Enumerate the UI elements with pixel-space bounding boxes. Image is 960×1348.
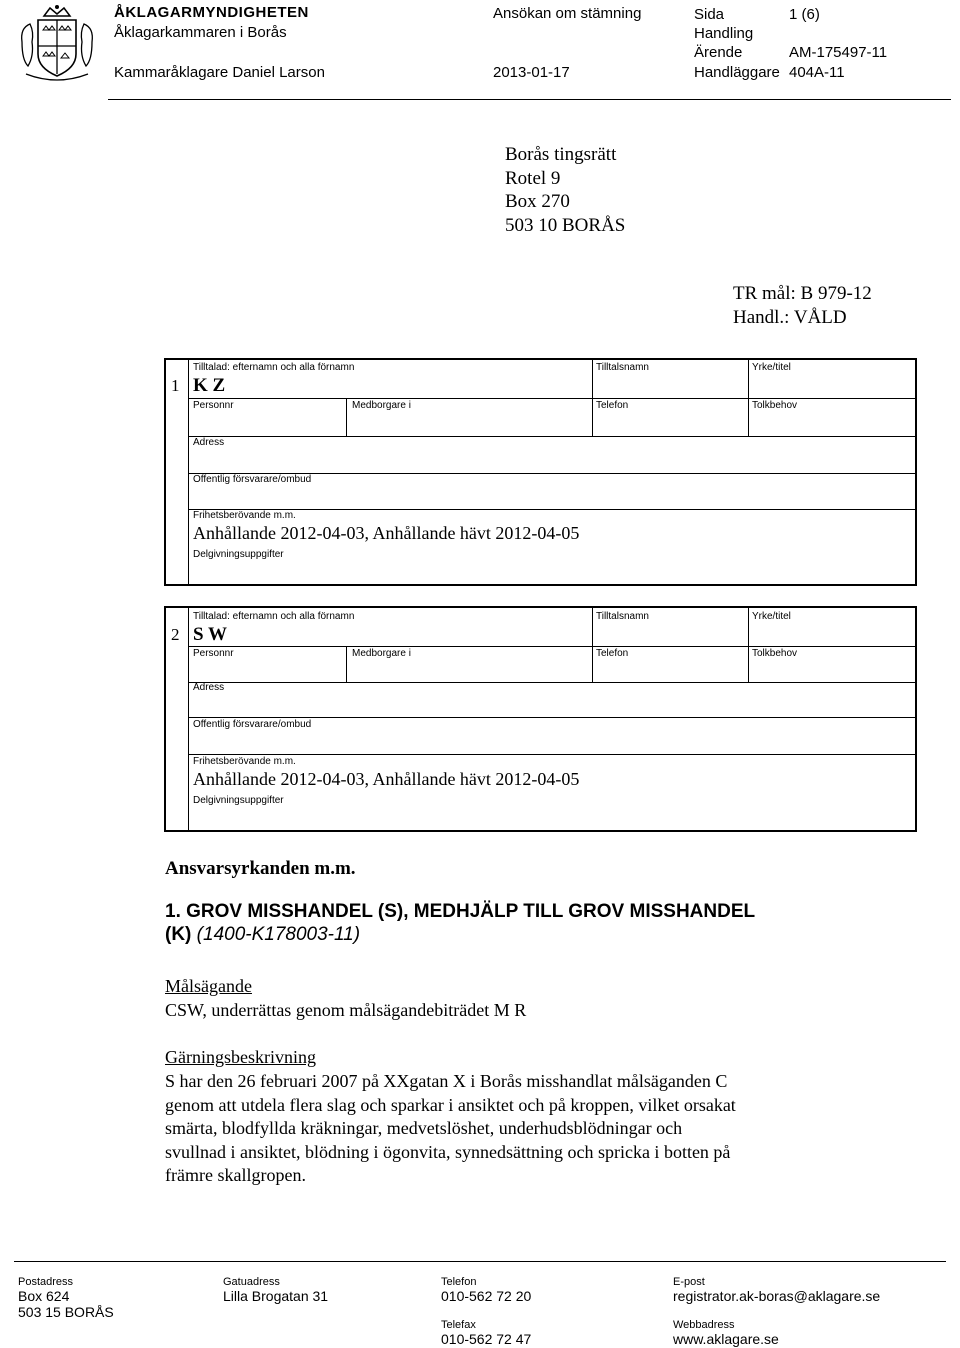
handlaggare-value: 404A-11 (789, 64, 845, 81)
label-tolkbehov: Tolkbehov (752, 648, 798, 659)
telefax-label: Telefax (441, 1319, 476, 1331)
malsagande-label: Målsägande (165, 976, 252, 996)
charge-title-line1: 1. GROV MISSHANDEL (S), MEDHJÄLP TILL GROV MISSHANDEL (165, 901, 756, 922)
label-adress: Adress (193, 682, 225, 693)
label-name: Tilltalad: efternamn och alla förnamn (193, 362, 355, 373)
garning-line: smärta, blodfyllda kräkningar, medvetslöshet, underhudsblödningar och (165, 1118, 683, 1138)
postadress-line1: Box 624 (18, 1288, 70, 1304)
label-medborgare: Medborgare i (352, 400, 411, 411)
coat-of-arms-logo (16, 2, 98, 86)
arende-value: AM-175497-11 (789, 44, 888, 61)
garning-line: genom att utdela flera slag och sparkar i ansiktet och på kroppen, vilket orsakat (165, 1094, 736, 1115)
charge-title (165, 900, 755, 946)
webbadress-label: Webbadress (673, 1319, 735, 1331)
label-delgivning: Delgivningsuppgifter (193, 549, 284, 560)
label-forsvarare: Offentlig försvarare/ombud (193, 474, 312, 485)
charges-heading: Ansvarsyrkanden m.m. (165, 858, 356, 879)
page-value: 1 (6) (789, 6, 820, 23)
frihetsberovande-value: Anhållande 2012-04-03, Anhållande hävt 2012-04-05 (193, 769, 580, 789)
label-telefon: Telefon (596, 400, 629, 411)
defendant-name: K Z (193, 375, 226, 396)
gatuadress-label: Gatuadress (223, 1276, 280, 1288)
defendant-number: 1 (171, 376, 180, 395)
label-personnr: Personnr (193, 400, 234, 411)
recipient-address (505, 143, 625, 237)
prosecutor-name: Kammaråklagare Daniel Larson (114, 64, 325, 81)
garning-line: svullnad i ansiktet, blödning i ögonvita, synnedsättning och spricka i botten på (165, 1141, 731, 1162)
office-name: Åklagarkammaren i Borås (114, 24, 287, 41)
label-personnr: Personnr (193, 648, 234, 659)
handling-label: Handling (694, 25, 754, 42)
label-tilltalsnamn: Tilltalsnamn (596, 611, 649, 622)
arende-label: Ärende (694, 44, 743, 61)
document-date: 2013-01-17 (493, 64, 570, 81)
label-tilltalsnamn: Tilltalsnamn (596, 362, 649, 373)
agency-name: ÅKLAGARMYNDIGHETEN (114, 4, 309, 21)
label-yrke: Yrke/titel (752, 362, 791, 373)
charge-reference: (1400-K178003-11) (196, 924, 361, 945)
document-title: Ansökan om stämning (493, 5, 642, 22)
page-label: Sida (694, 6, 725, 23)
garning-label: Gärningsbeskrivning (165, 1047, 316, 1067)
gatuadress-value: Lilla Brogatan 31 (223, 1288, 329, 1304)
recipient-line1: Borås tingsrätt (505, 144, 617, 165)
telefon-label: Telefon (441, 1276, 477, 1288)
label-medborgare: Medborgare i (352, 648, 411, 659)
header-rule (108, 99, 951, 100)
postadress-line2: 503 15 BORÅS (18, 1304, 114, 1320)
telefon-value: 010-562 72 20 (441, 1288, 532, 1304)
frihetsberovande-value: Anhållande 2012-04-03, Anhållande hävt 2012-04-05 (193, 523, 580, 543)
tr-mal: TR mål: B 979-12 (733, 283, 872, 304)
recipient-line4: 503 10 BORÅS (505, 214, 626, 236)
case-reference (733, 282, 872, 329)
garning-line: S har den 26 februari 2007 på XXgatan X i Borås misshandlat målsäganden C (165, 1071, 728, 1091)
handl-category: Handl.: VÅLD (733, 306, 847, 328)
garning-text (165, 1070, 736, 1188)
epost-label: E-post (673, 1276, 705, 1288)
label-delgivning: Delgivningsuppgifter (193, 795, 284, 806)
epost-link[interactable]: registrator.ak-boras@aklagare.se (673, 1288, 881, 1304)
label-frihetsberovande: Frihetsberövande m.m. (193, 510, 296, 521)
webbadress-link[interactable]: www.aklagare.se (673, 1331, 779, 1347)
charge-title-line2: (K) (165, 924, 192, 945)
defendant-name: S W (193, 624, 227, 645)
label-adress: Adress (193, 437, 225, 448)
handlaggare-label: Handläggare (694, 64, 780, 81)
telefax-value: 010-562 72 47 (441, 1331, 532, 1347)
recipient-line3: Box 270 (505, 191, 570, 212)
malsagande-text: CSW, underrättas genom målsägandebiträdet M R (165, 1000, 527, 1020)
garning-line: främre skallgropen. (165, 1165, 306, 1185)
recipient-line2: Rotel 9 (505, 167, 561, 189)
label-yrke: Yrke/titel (752, 611, 791, 622)
label-frihetsberovande: Frihetsberövande m.m. (193, 756, 296, 767)
footer-rule (14, 1261, 946, 1262)
label-telefon: Telefon (596, 648, 629, 659)
label-forsvarare: Offentlig försvarare/ombud (193, 719, 312, 730)
label-tolkbehov: Tolkbehov (752, 400, 798, 411)
defendant-number: 2 (171, 625, 180, 644)
label-name: Tilltalad: efternamn och alla förnamn (193, 611, 355, 622)
postadress-label: Postadress (18, 1276, 74, 1288)
